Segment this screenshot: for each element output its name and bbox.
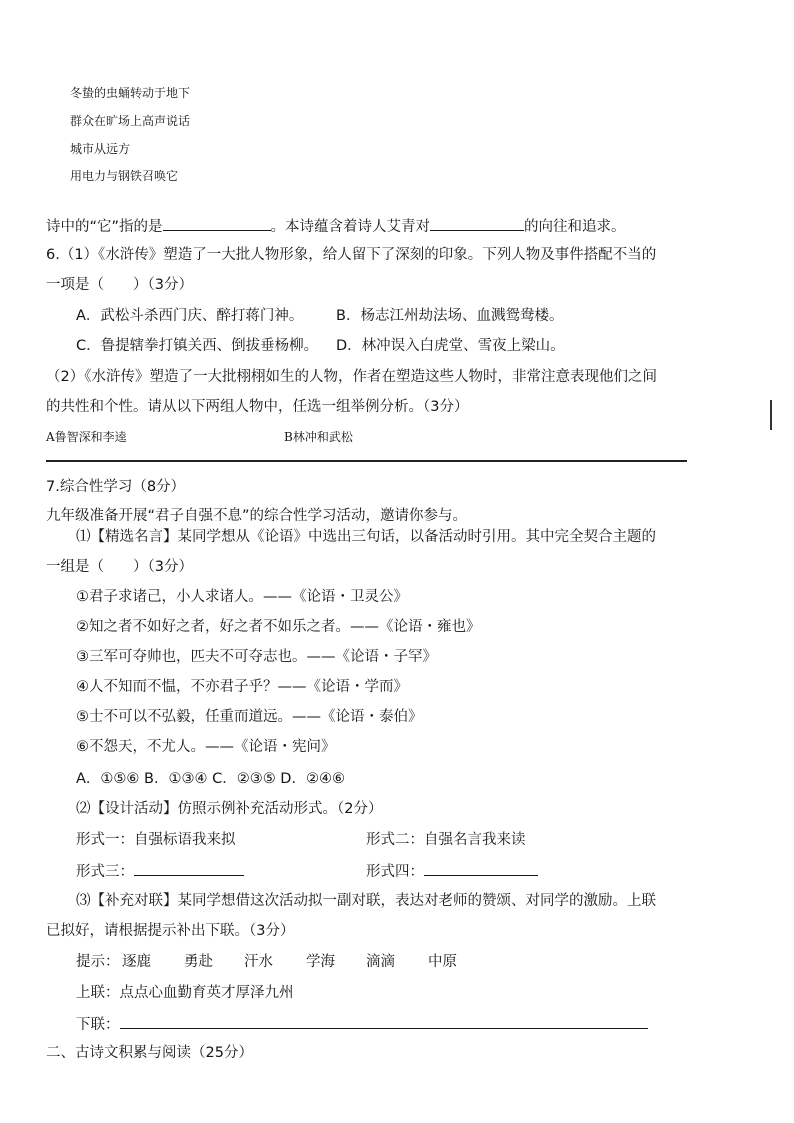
answer-blank[interactable] [163, 216, 271, 231]
hint-label: 提示： [76, 954, 120, 970]
form-four-label: 形式四： [366, 864, 424, 880]
form-three [76, 861, 244, 881]
q7-sub2-title: ⑵【设计活动】仿照示例补充活动形式。（2分） [76, 801, 383, 817]
q6-part2-line2: 的共性和个性。请从以下两组人物中，任选一组举例分析。（3分） [46, 399, 469, 415]
hint-word: 学海 [306, 954, 335, 970]
answer-blank[interactable] [120, 1014, 648, 1029]
poem-line-4: 用电力与钢铁召唤它 [70, 169, 179, 183]
q7-intro: 九年级准备开展“君子自强不息”的综合性学习活动，邀请你参与。 [46, 508, 468, 524]
form-one: 形式一：自强标语我来拟 [76, 832, 236, 848]
hint-word: 中原 [428, 954, 457, 970]
page-edge-mark [770, 400, 772, 430]
form-four [366, 861, 538, 881]
q5-fill-sentence [46, 216, 626, 236]
quote-1: ①君子求诸己，小人求诸人。——《论语・卫灵公》 [76, 589, 408, 605]
quote-4: ④人不知而不愠，不亦君子乎？——《论语・学而》 [76, 679, 408, 695]
q6-part1-line1: 6.（1）《水浒传》塑造了一大批人物形象，给人留下了深刻的印象。下列人物及事件搭配不当的 [46, 247, 657, 263]
q6-group-a: A鲁智深和李逵 [46, 430, 127, 444]
answer-blank[interactable] [430, 216, 524, 231]
quote-5: ⑤士不可以不弘毅，任重而道远。——《论语・泰伯》 [76, 709, 423, 725]
couplet-upper: 上联：点点心血勤育英才厚泽九州 [76, 985, 294, 1001]
quote-2: ②知之者不如好之者，好之者不如乐之者。——《论语・雍也》 [76, 619, 481, 635]
poem-line-2: 群众在旷场上高声说话 [70, 114, 191, 128]
q6-option-b: B．杨志江州劫法场、血溅鸳鸯楼。 [336, 308, 564, 324]
form-three-label: 形式三： [76, 864, 134, 880]
q7-title: 7.综合性学习（8分） [46, 479, 186, 495]
hint-word: 勇赴 [184, 954, 213, 970]
q6-option-d: D．林冲误入白虎堂、雪夜上梁山。 [336, 338, 565, 354]
answer-blank[interactable] [134, 861, 244, 876]
q6-part2-line1: （2）《水浒传》塑造了一大批栩栩如生的人物，作者在塑造这些人物时，非常注意表现他们之间 [46, 369, 657, 385]
q7-sub1-line1: ⑴【精选名言】某同学想从《论语》中选出三句话，以备活动时引用。其中完全契合主题的 [76, 529, 656, 545]
section-two-title: 二、古诗文积累与阅读（25分） [46, 1045, 253, 1061]
q7-sub3-line2: 已拟好，请根据提示补出下联。（3分） [46, 923, 295, 939]
q6-part1-line2: 一项是（ ）（3分） [46, 277, 193, 293]
poem-line-1: 冬蛰的虫蛹转动于地下 [70, 86, 191, 100]
q5-text-3: 的向往和追求。 [524, 219, 626, 235]
quote-3: ③三军可夺帅也，匹夫不可夺志也。——《论语・子罕》 [76, 649, 437, 665]
couplet-lower-label: 下联： [76, 1017, 120, 1033]
q7-sub1-line2: 一组是（ ）（3分） [46, 559, 193, 575]
q6-option-a: A．武松斗杀西门庆、醉打蒋门神。 [76, 308, 304, 324]
q7-sub3-line1: ⑶【补充对联】某同学想借这次活动拟一副对联，表达对老师的赞颂、对同学的激励。上联 [76, 893, 656, 909]
q6-group-b: B林冲和武松 [284, 430, 353, 444]
answer-divider [46, 460, 687, 462]
hint-word: 逐鹿 [122, 954, 151, 970]
hint-word: 滴滴 [366, 954, 395, 970]
quote-6: ⑥不怨天，不尤人。——《论语・宪问》 [76, 739, 336, 755]
couplet-lower [76, 1014, 648, 1034]
q5-text-1: 诗中的“它”指的是 [46, 219, 163, 235]
answer-blank[interactable] [424, 861, 538, 876]
form-two: 形式二：自强名言我来读 [366, 832, 526, 848]
q6-option-c: C．鲁提辖拳打镇关西、倒拔垂杨柳。 [76, 338, 319, 354]
q5-text-2: 。本诗蕴含着诗人艾青对 [270, 219, 431, 235]
hint-word: 汗水 [244, 954, 273, 970]
q7-choices: A．①⑤⑥ B．①③④ C．②③⑤ D．②④⑥ [76, 771, 345, 787]
poem-line-3: 城市从远方 [70, 142, 131, 156]
